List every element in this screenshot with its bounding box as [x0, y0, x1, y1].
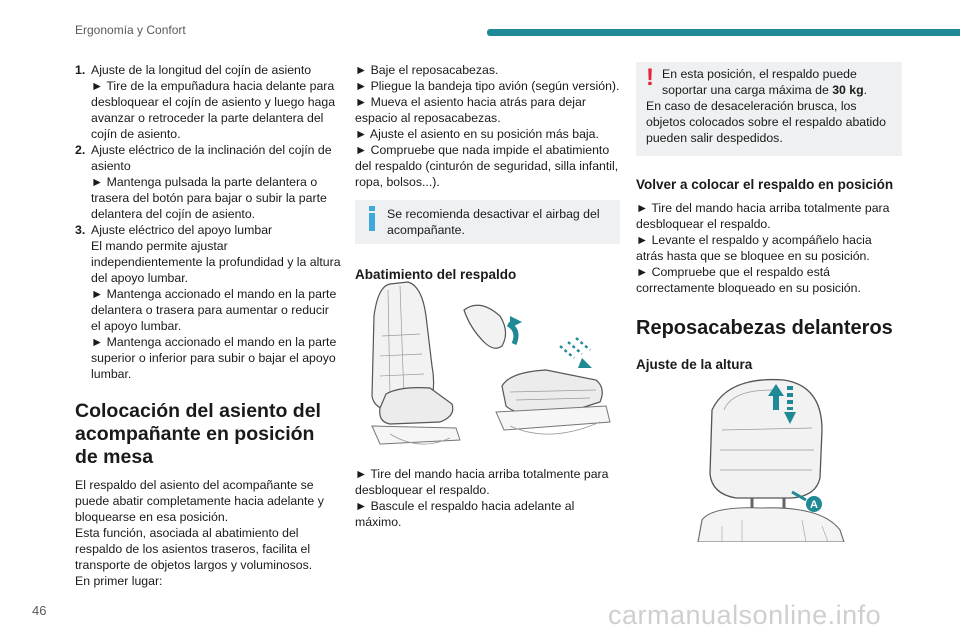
- running-header: Ergonomía y Confort: [75, 23, 186, 37]
- item-text: ► Mantenga accionado el mando en la parte delantera o trasera para aumentar o reducir el apoyo lumbar.: [91, 287, 337, 333]
- section-heading: Colocación del asiento del acompañante en posición de mesa: [75, 400, 321, 468]
- item-title: Ajuste de la longitud del cojín de asiento: [91, 63, 312, 77]
- warning-text: En esta posición, el respaldo puede soportar una carga máxima de: [662, 67, 857, 97]
- warning-icon: !: [646, 64, 654, 91]
- step: ► Compruebe que el respaldo está correctamente bloqueado en su posición.: [636, 265, 861, 295]
- callout-label: A: [810, 499, 818, 511]
- paragraph: Esta función, asociada al abatimiento del respaldo de los asientos traseros, facilita el transporte de objetos largos y voluminosos.: [75, 526, 313, 572]
- item-title: Ajuste eléctrico del apoyo lumbar: [91, 223, 273, 237]
- item-text: ► Mantenga accionado el mando en la parte superior o inferior para subir o bajar el apoyo lumbar.: [91, 335, 337, 381]
- step: ► Levante el respaldo y acompáñelo hacia atrás hasta que se bloquee en su posición.: [636, 233, 872, 263]
- column-left: [75, 62, 341, 589]
- step: ► Tire del mando hacia arriba totalmente para desbloquear el respaldo.: [355, 467, 609, 497]
- step: ► Compruebe que nada impide el abatimiento del respaldo (cinturón de seguridad, silla infantil, ropa, bolsos...).: [355, 143, 619, 189]
- item-number: 3.: [75, 223, 86, 237]
- warning-value: 30 kg: [832, 83, 864, 97]
- info-icon: [365, 206, 379, 232]
- warning-text-rest: En caso de desaceleración brusca, los objetos colocados sobre el respaldo abatido pueden salir despedidos.: [646, 99, 886, 145]
- header-accent-bar: [487, 29, 960, 36]
- item-number: 2.: [75, 143, 86, 157]
- seat-folding-illustration: [360, 276, 622, 452]
- list-item: [75, 62, 341, 142]
- note-text: Se recomienda desactivar el airbag del acompañante.: [387, 207, 600, 237]
- warning-text-end: .: [863, 83, 868, 97]
- item-text: ► Mantenga pulsada la parte delantera o trasera del botón para bajar o subir la parte delantera del cojín de asiento.: [91, 175, 327, 221]
- step: ► Tire del mando hacia arriba totalmente para desbloquear el respaldo.: [636, 201, 890, 231]
- paragraph: El respaldo del asiento del acompañante se puede abatir completamente hacia adelante y bloquearse en esa posición.: [75, 478, 324, 524]
- item-text: ► Tire de la empuñadura hacia delante para desbloquear el cojín de asiento y luego haga avanzar o retroceder la parte delantera del cojín de asiento.: [91, 79, 336, 141]
- paragraph: En primer lugar:: [75, 574, 163, 588]
- step: ► Baje el reposacabezas.: [355, 63, 499, 77]
- section-subheading: Ajuste de la altura: [636, 357, 753, 372]
- list-item: [75, 142, 341, 222]
- step: ► Bascule el respaldo hacia adelante al máximo.: [355, 499, 575, 529]
- list-item: [75, 222, 341, 382]
- column-right: [636, 62, 902, 374]
- item-text: El mando permite ajustar independientemente la profundidad y la altura del apoyo lumbar.: [91, 239, 341, 285]
- item-number: 1.: [75, 63, 86, 77]
- section-subheading: Volver a colocar el respaldo en posición: [636, 177, 894, 192]
- section-heading: Abatimiento del respaldo: [355, 267, 517, 282]
- step: ► Ajuste el asiento en su posición más baja.: [355, 127, 599, 141]
- step: ► Pliegue la bandeja tipo avión (según versión).: [355, 79, 620, 93]
- watermark: carmanualsonline.info: [608, 600, 882, 630]
- page-number: 46: [32, 603, 47, 618]
- warning-note: [636, 62, 902, 156]
- step: ► Mueva el asiento hacia atrás para dejar espacio al reposacabezas.: [355, 95, 586, 125]
- headrest-illustration: [672, 370, 858, 542]
- item-title: Ajuste eléctrico de la inclinación del cojín de asiento: [91, 143, 332, 173]
- section-heading: Reposacabezas delanteros: [636, 317, 893, 339]
- info-note: [355, 200, 620, 244]
